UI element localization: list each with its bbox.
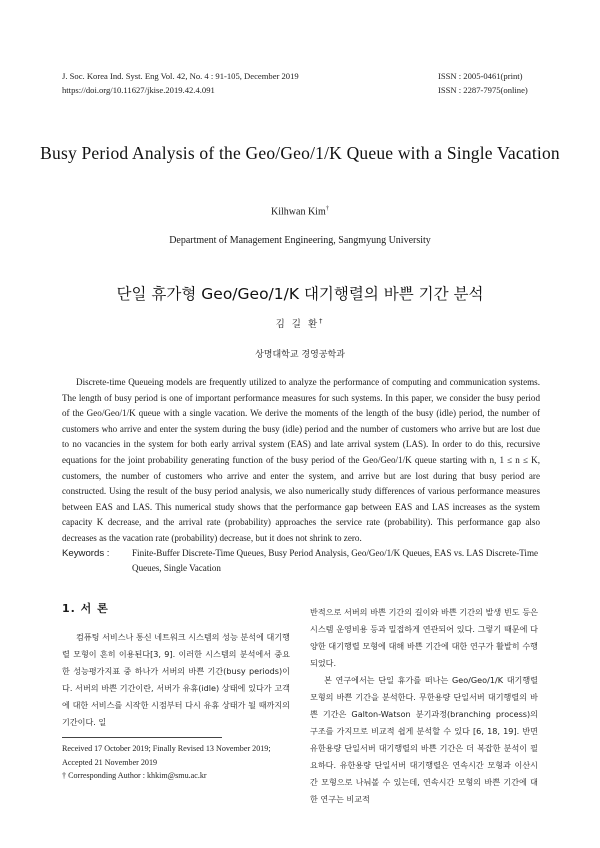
footnote-divider [62,737,222,738]
corresponding-author: † Corresponding Author : khkim@smu.ac.kr [62,771,207,780]
intro-paragraph-1-cont: 반적으로 서버의 바쁜 기간의 길이와 바쁜 기간의 발생 빈도 등은 시스템 운영비용 등과 밀접하게 연관되어 있다. 그렇기 때문에 다양한 대기행렬 모형에 대해 바쁜 기간에 대한 연구가 활발히 수행되었다. [310,607,538,668]
doi-link[interactable]: https://doi.org/10.11627/jkise.2019.42.4.091 [62,84,215,95]
intro-paragraph-1: 컴퓨팅 서비스나 통신 네트워크 시스템의 성능 분석에 대기행렬 모형이 흔히 이용된다[3, 9]. 이러한 시스템의 분석에서 중요한 성능평가지표 중 하나가 서버의 바쁜 기간(busy periods)이다. 서버의 바쁜 기간이란, 서버가 유휴(idle) 상태에 있다가 고객에 대한 서비스를 시작한 시점부터 다시 유휴 상태가 될 때까지의 기간이다. 일 [62,632,290,727]
intro-paragraph-2: 본 연구에서는 단일 휴가를 떠나는 Geo/Geo/1/K 대기행렬 모형의 바쁜 기간을 분석한다. 무한용량 단일서버 대기행렬의 바쁜 기간은 Galton-Watson 분기과정(branching process)의 구조를 가지므로 비교적 쉽게 분석할 수 있다 [6, 18, 19]. 반면 유한용량 단일서버 대기행렬의 바쁜 기간은 더 복잡한 분석이 필요하다. 유한용량 단일서버 대기행렬은 연속시간 모형과 이산시간 모형으로 나눠볼 수 있는데, 연속시간 모형의 바쁜 기간에 대한 연구는 비교적 [310,675,538,804]
paper-title-korean: 단일 휴가형 Geo/Geo/1/K 대기행렬의 바쁜 기간 분석 [116,285,484,303]
keywords-label: Keywords : [62,548,110,559]
author-name-korean: 김 길 환 [275,319,320,330]
received-date: Received 17 October 2019; Finally Revised 13 November 2019; [62,744,271,753]
issn-online: ISSN : 2287-7975(online) [438,84,528,95]
journal-citation: J. Soc. Korea Ind. Syst. Eng Vol. 42, No. 4 : 91-105, December 2019 [62,71,299,81]
section-heading: 1. 서 론 [62,602,109,615]
corresponding-mark: † [325,205,329,212]
footnote [62,742,292,783]
accepted-date: Accepted 21 November 2019 [62,757,158,767]
author-english [0,205,600,217]
issn-print: ISSN : 2005-0461(print) [438,71,523,81]
corresponding-mark-korean: † [319,316,325,325]
affiliation-english: Department of Management Engineering, Sangmyung University [169,235,431,246]
issn-block [438,70,528,97]
abstract: Discrete-time Queueing models are frequently utilized to analyze the performance of computing and communication systems. The length of busy period is one of important performance measures for such systems. In this paper, we consider the busy period of the Geo/Geo/1/K queue with a single vacation. We derive the moments of the length of the busy (idle) period, the number of customers who arrive and enter the system during the busy (idle) period and the number of customers who arrive but are lost due to no vacancies in the system for both early arrival system (EAS) and late arrival system (LAS). In order to do this, recursive equations for the joint probability generating function of the busy period of the Geo/Geo/1/K queue starting with n, 1 ≤ n ≤ K, customers, the number of customers who arrive and enter the system, and arrive but are lost during that busy period are constructed. Using the result of the busy period analysis, we also numerically study differences of various performance measures between EAS and LAS. This numerical study shows that the performance gap between EAS and LAS increases as the system capacity K decrease, and the arrival rate (probability) approaches the service rate (probability). This performance gap also decreases as the vacation rate (probability) decrease, but it does not shrink to zero. [62,377,540,543]
journal-header [62,70,299,97]
left-column [62,629,290,731]
paper-title: Busy Period Analysis of the Geo/Geo/1/K Queue with a Single Vacation [40,143,560,163]
keywords [62,546,542,576]
affiliation-korean: 상명대학교 경영공학과 [255,350,345,360]
author-name: Kilhwan Kim [271,206,326,218]
keywords-text: Finite-Buffer Discrete-Time Queues, Busy Period Analysis, Geo/Geo/1/K Queues, EAS vs. LAS Discrete-Time Queues, Single Vacation [132,548,539,573]
author-korean [0,316,600,330]
right-column [310,604,538,808]
